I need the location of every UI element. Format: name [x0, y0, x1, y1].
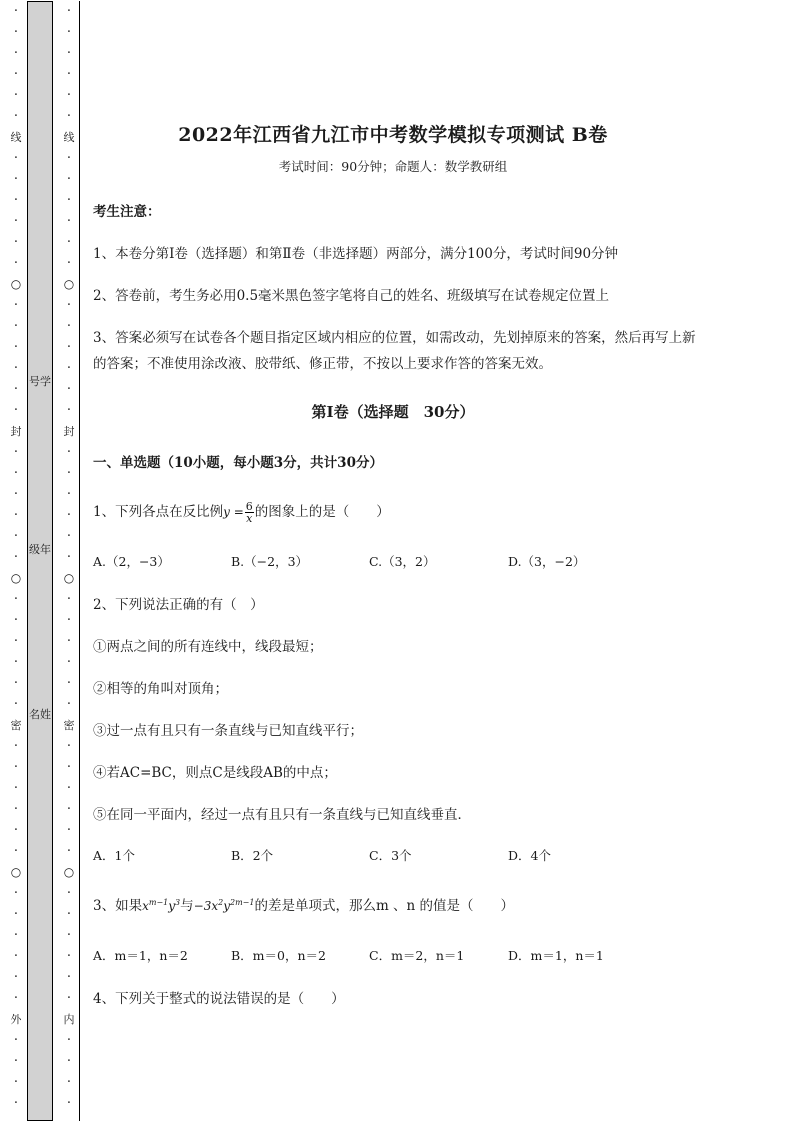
q1-formula-lhs: y = [223, 505, 244, 519]
section-title: 第Ⅰ卷（选择题 30分） [311, 403, 475, 421]
outer-dot: · [13, 529, 19, 544]
notice-item-2: 2、答卷前，考生务必用0.5毫米黑色签字笔将自己的姓名、班级填写在试卷规定位置上 [93, 288, 610, 304]
inner-dot: · [66, 340, 72, 355]
outer-mark-2: 封 [10, 425, 22, 438]
binding-line [79, 1, 80, 1121]
q1-frac-num: 6 [245, 500, 253, 513]
outer-dot: · [13, 67, 19, 82]
outer-dot: · [13, 487, 19, 502]
inner-dot: · [66, 928, 72, 943]
outer-dot: · [13, 760, 19, 775]
inner-dot: · [66, 634, 72, 649]
q2-option-a: A．1个 [93, 848, 135, 863]
inner-dot: · [66, 550, 72, 565]
inner-dot: · [66, 1075, 72, 1090]
inner-binding-dots [62, 4, 76, 1122]
inner-dot: · [66, 1054, 72, 1069]
inner-dot: · [66, 382, 72, 397]
inner-dot: · [66, 445, 72, 460]
q3-option-d: D．m＝1，n＝1 [508, 948, 604, 963]
outer-mark-5: ○ [10, 865, 22, 879]
inner-dot: · [66, 193, 72, 208]
inner-dot: · [66, 949, 72, 964]
outer-dot: · [13, 886, 19, 901]
inner-dot: · [66, 4, 72, 19]
q3-term2-y: y [223, 899, 230, 913]
q3-mid: 与 [180, 898, 194, 914]
inner-dot: · [66, 991, 72, 1006]
q3-option-a: A．m＝1，n＝2 [93, 948, 188, 963]
outer-dot: · [13, 1096, 19, 1111]
outer-mark-3: ○ [10, 571, 22, 585]
inner-dot: · [66, 88, 72, 103]
inner-dot: · [66, 46, 72, 61]
q1-frac-den: x [246, 512, 253, 525]
inner-dot: · [66, 109, 72, 124]
inner-dot: · [66, 403, 72, 418]
outer-dot: · [13, 802, 19, 817]
q3-term1-xexp: m−1 [148, 898, 169, 907]
q3-option-b: B．m＝0，n＝2 [231, 948, 326, 963]
notice-heading: 考生注意： [93, 204, 161, 220]
q2-statement-3: ③过一点有且只有一条直线与已知直线平行； [93, 723, 363, 739]
q3-term1-x: x [142, 899, 149, 913]
q1-option-b: B.（−2，3） [231, 554, 309, 569]
q3-term2-yexp: 2m−1 [229, 898, 255, 907]
outer-dot: · [13, 823, 19, 838]
inner-dot: · [66, 802, 72, 817]
outer-dot: · [13, 382, 19, 397]
inner-dot: · [66, 214, 72, 229]
notice-item-1: 1、本卷分第Ⅰ卷（选择题）和第Ⅱ卷（非选择题）两部分，满分100分，考试时间90分钟 [93, 246, 619, 262]
outer-mark-0: 线 [10, 131, 22, 144]
inner-dot: · [66, 592, 72, 607]
inner-dot: · [66, 256, 72, 271]
notice-item-3-cont: 的答案；不准使用涂改液、胶带纸、修正带，不按以上要求作答的答案无效。 [93, 356, 552, 372]
q3-term1-yexp: 3 [175, 898, 181, 907]
question-2-stem: 2、下列说法正确的有（ ） [93, 597, 264, 613]
outer-dot: · [13, 403, 19, 418]
outer-dot: · [13, 928, 19, 943]
outer-dot: · [13, 235, 19, 250]
inner-dot: · [66, 1033, 72, 1048]
question-4-stem: 4、下列关于整式的说法错误的是（ ） [93, 991, 345, 1007]
student-number-label: 号学 [29, 375, 51, 388]
outer-mark-6: 外 [10, 1013, 22, 1026]
inner-dot: · [66, 886, 72, 901]
outer-dot: · [13, 193, 19, 208]
outer-dot: · [13, 949, 19, 964]
outer-dot: · [13, 844, 19, 859]
inner-dot: · [66, 235, 72, 250]
inner-dot: · [66, 613, 72, 628]
inner-dot: · [66, 319, 72, 334]
q2-statement-1: ①两点之间的所有连线中，线段最短； [93, 639, 323, 655]
outer-dot: · [13, 256, 19, 271]
inner-dot: · [66, 760, 72, 775]
q1-option-c: C.（3，2） [369, 554, 436, 569]
outer-dot: · [13, 970, 19, 985]
outer-dot: · [13, 109, 19, 124]
outer-dot: · [13, 655, 19, 670]
q1-suffix: 的图象上的是（ ） [254, 504, 390, 520]
inner-dot: · [66, 151, 72, 166]
inner-mark-3: ○ [63, 571, 75, 585]
q3-term2-x: −3x [193, 899, 219, 913]
q2-statement-5: ⑤在同一平面内，经过一点有且只有一条直线与已知直线垂直． [93, 807, 471, 823]
inner-dot: · [66, 25, 72, 40]
outer-dot: · [13, 697, 19, 712]
inner-dot: · [66, 781, 72, 796]
outer-mark-4: 密 [10, 719, 22, 732]
outer-dot: · [13, 46, 19, 61]
outer-dot: · [13, 151, 19, 166]
outer-dot: · [13, 592, 19, 607]
student-info-strip [27, 1, 53, 1121]
inner-dot: · [66, 697, 72, 712]
q2-statement-2: ②相等的角叫对顶角； [93, 681, 228, 697]
q3-option-c: C．m＝2，n＝1 [369, 948, 465, 963]
q1-fraction [245, 501, 254, 524]
inner-dot: · [66, 844, 72, 859]
outer-dot: · [13, 1054, 19, 1069]
class-label: 级年 [29, 543, 51, 556]
q1-option-a: A.（2，−3） [93, 554, 170, 569]
outer-dot: · [13, 319, 19, 334]
outer-dot: · [13, 991, 19, 1006]
q3-term1-y: y [168, 899, 176, 913]
inner-dot: · [66, 823, 72, 838]
inner-dot: · [66, 466, 72, 481]
outer-dot: · [13, 445, 19, 460]
q3-suffix: 的差是单项式，那么m 、n 的值是（ ） [254, 898, 515, 914]
q2-option-c: C．3个 [369, 848, 412, 863]
part-heading: 一、单选题（10小题，每小题3分，共计30分） [93, 455, 383, 471]
exam-title: 2022年江西省九江市中考数学模拟专项测试 B卷 [178, 124, 608, 146]
outer-dot: · [13, 613, 19, 628]
inner-mark-1: ○ [63, 277, 75, 291]
outer-dot: · [13, 676, 19, 691]
outer-dot: · [13, 340, 19, 355]
q3-term2-xexp: 2 [218, 898, 224, 907]
inner-dot: · [66, 67, 72, 82]
inner-dot: · [66, 172, 72, 187]
q3-term1 [142, 899, 180, 913]
inner-dot: · [66, 529, 72, 544]
q3-term2 [194, 899, 255, 913]
outer-dot: · [13, 172, 19, 187]
inner-dot: · [66, 487, 72, 502]
student-name-label: 名姓 [29, 708, 51, 721]
inner-dot: · [66, 676, 72, 691]
outer-binding-dots [9, 4, 23, 1122]
q2-option-d: D．4个 [508, 848, 551, 863]
q2-statement-4: ④若AC=BC，则点C是线段AB的中点； [93, 765, 337, 781]
outer-dot: · [13, 88, 19, 103]
q1-prefix: 1、下列各点在反比例 [93, 504, 224, 520]
outer-mark-1: ○ [10, 277, 22, 291]
outer-dot: · [13, 634, 19, 649]
notice-item-3: 3、答案必须写在试卷各个题目指定区域内相应的位置，如需改动，先划掉原来的答案，然后再写上新 [93, 330, 696, 346]
q3-prefix: 3、如果 [93, 898, 143, 914]
outer-dot: · [13, 781, 19, 796]
outer-dot: · [13, 739, 19, 754]
inner-dot: · [66, 298, 72, 313]
outer-dot: · [13, 1075, 19, 1090]
question-1 [93, 500, 390, 524]
inner-dot: · [66, 970, 72, 985]
q1-option-d: D.（3，−2） [508, 554, 586, 569]
inner-mark-2: 封 [63, 425, 75, 438]
inner-mark-6: 内 [63, 1013, 75, 1026]
inner-dot: · [66, 1096, 72, 1111]
inner-dot: · [66, 508, 72, 523]
outer-dot: · [13, 214, 19, 229]
inner-mark-5: ○ [63, 865, 75, 879]
outer-dot: · [13, 550, 19, 565]
outer-dot: · [13, 907, 19, 922]
outer-dot: · [13, 298, 19, 313]
inner-dot: · [66, 907, 72, 922]
question-3 [93, 894, 514, 914]
outer-dot: · [13, 361, 19, 376]
q2-option-b: B．2个 [231, 848, 274, 863]
exam-subtitle: 考试时间：90分钟；命题人：数学教研组 [278, 159, 508, 174]
outer-dot: · [13, 1033, 19, 1048]
inner-dot: · [66, 361, 72, 376]
outer-dot: · [13, 508, 19, 523]
inner-dot: · [66, 739, 72, 754]
outer-dot: · [13, 466, 19, 481]
inner-mark-4: 密 [63, 719, 75, 732]
outer-dot: · [13, 25, 19, 40]
outer-dot: · [13, 4, 19, 19]
inner-dot: · [66, 655, 72, 670]
inner-mark-0: 线 [63, 131, 75, 144]
